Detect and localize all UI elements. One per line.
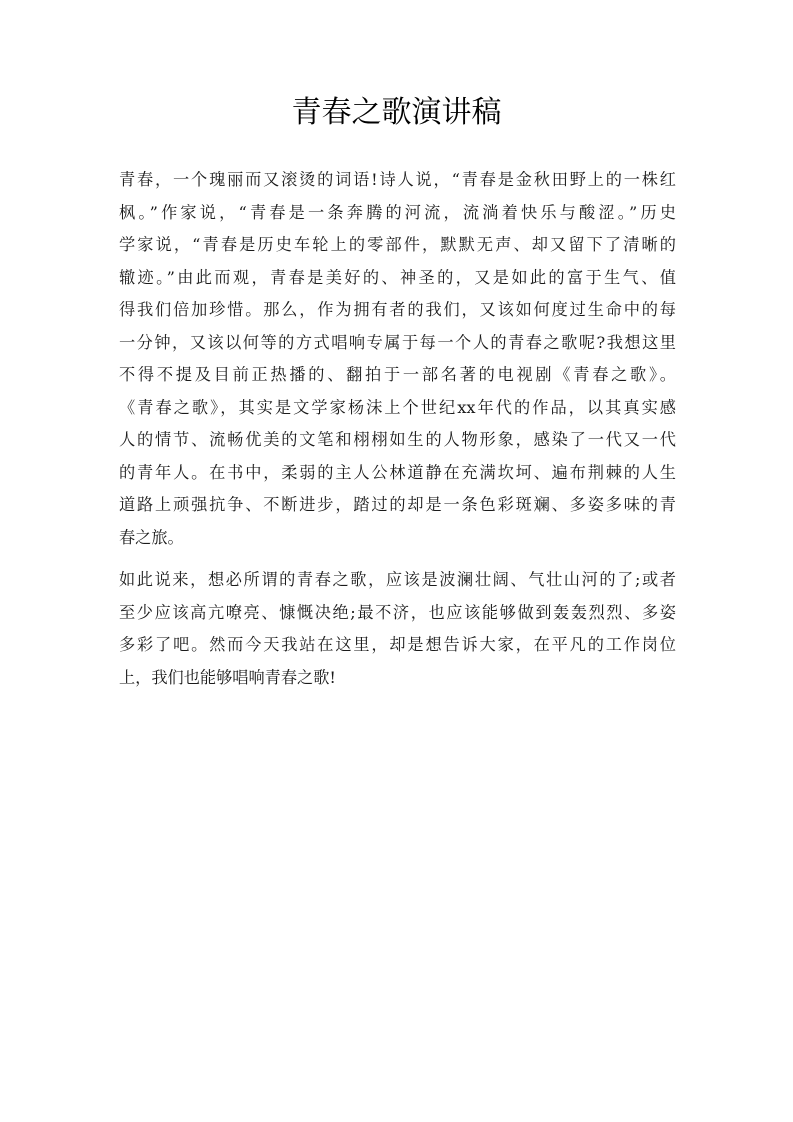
- text-line: 道路上顽强抗争、不断进步，踏过的却是一条色彩斑斓、多姿多味的青: [119, 495, 676, 514]
- document-title: 青春之歌演讲稿: [291, 95, 502, 130]
- text-line: 学家说，“青春是历史车轮上的零部件，默默无声、却又留下了清晰的: [119, 235, 676, 254]
- paragraph-2: [119, 564, 676, 694]
- paragraph-1: [119, 164, 676, 554]
- text-line: 上，我们也能够唱响青春之歌!: [119, 667, 336, 687]
- text-line: 枫。”作家说，“青春是一条奔腾的河流，流淌着快乐与酸涩。”历史: [119, 202, 676, 222]
- text-line: 春之旅。: [119, 527, 184, 547]
- text-line: 至少应该高亢嘹亮、慷慨决绝;最不济，也应该能够做到轰轰烈烈、多姿: [119, 602, 676, 622]
- text-line: 如此说来，想必所谓的青春之歌，应该是波澜壮阔、气壮山河的了;或者: [119, 570, 676, 589]
- text-line: 的青年人。在书中，柔弱的主人公林道静在充满坎坷、遍布荆棘的人生: [119, 462, 676, 482]
- text-line: 得我们倍加珍惜。那么，作为拥有者的我们，又该如何度过生命中的每: [119, 300, 676, 319]
- text-line: 不得不提及目前正热播的、翻拍于一部名著的电视剧《青春之歌》。: [119, 365, 676, 384]
- text-line: 人的情节、流畅优美的文笔和栩栩如生的人物形象，感染了一代又一代: [119, 430, 676, 449]
- document-body: [119, 164, 676, 694]
- text-line: 青春，一个瑰丽而又滚烫的词语!诗人说，“青春是金秋田野上的一株红: [119, 170, 676, 189]
- text-line: 《青春之歌》，其实是文学家杨沫上个世纪xx年代的作品，以其真实感: [119, 397, 676, 417]
- text-line: 一分钟，又该以何等的方式唱响专属于每一个人的青春之歌呢?我想这里: [119, 332, 676, 352]
- text-line: 多彩了吧。然而今天我站在这里，却是想告诉大家，在平凡的工作岗位: [119, 635, 676, 654]
- text-line: 辙迹。”由此而观，青春是美好的、神圣的，又是如此的富于生气、值: [119, 267, 676, 287]
